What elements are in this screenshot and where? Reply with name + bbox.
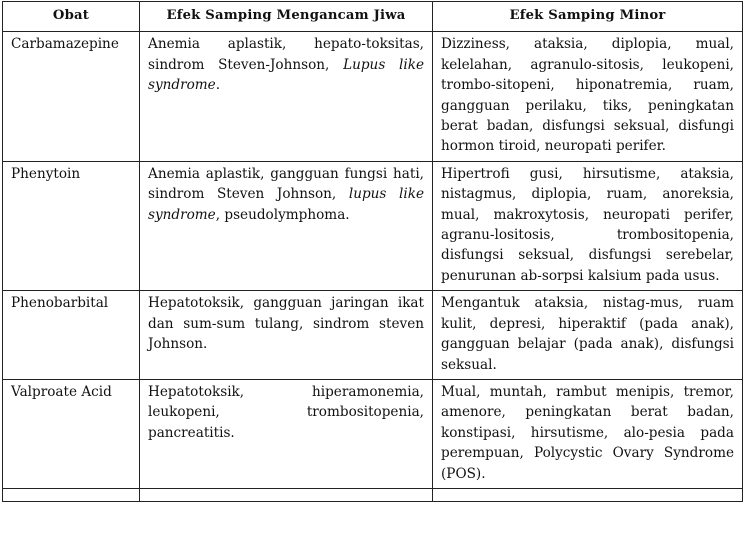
table-row-continued	[3, 488, 743, 501]
table-row	[3, 379, 743, 488]
cell-continued	[140, 488, 433, 501]
cell-mengancam-jiwa	[140, 32, 433, 161]
cell-efek-minor: Dizziness, ataksia, diplopia, mual, kelelahan, agranulo-sitosis, leukopeni, trombo-sitopeni, hiponatremia, ruam, gangguan perilaku, tiks, peningkatan berat badan, disfungsi seksual, disfungi hormon tiroid, neuropati perifer.	[433, 32, 743, 161]
mengancam-text: Hepatotoksik, hiperamonemia, leukopeni, trombositopenia, pancreatitis.	[148, 383, 424, 441]
mengancam-tail: .	[215, 77, 221, 94]
table-row	[3, 291, 743, 380]
table-row	[3, 32, 743, 161]
header-row	[3, 2, 743, 32]
table-header	[3, 2, 743, 32]
cell-continued	[433, 488, 743, 501]
cell-mengancam-jiwa	[140, 379, 433, 488]
header-efek-minor: Efek Samping Minor	[433, 2, 743, 32]
mengancam-tail: , pseudolymphoma.	[215, 206, 350, 223]
cell-continued	[3, 488, 140, 501]
cell-efek-minor: Hipertrofi gusi, hirsutisme, ataksia, nistagmus, diplopia, ruam, anoreksia, mual, makroxytosis, neuropati perifer, agranu-lositosis, trombositopenia, disfungsi seksual, disfungsi serebelar, penurunan ab-sorpsi kalsium pada usus.	[433, 161, 743, 290]
cell-mengancam-jiwa	[140, 161, 433, 290]
mengancam-text: Anemia aplastik, gangguan fungsi hati, sindrom Steven Johnson,	[148, 165, 424, 203]
header-obat: Obat	[3, 2, 140, 32]
mengancam-text: Hepatotoksik, gangguan jaringan ikat dan sum-sum tulang, sindrom steven Johnson.	[148, 295, 424, 353]
mengancam-italic: lupus like syndrome	[148, 186, 424, 223]
cell-mengancam-jiwa	[140, 291, 433, 380]
header-mengancam-jiwa: Efek Samping Mengancam Jiwa	[140, 2, 433, 32]
cell-obat: Phenobarbital	[3, 291, 140, 380]
cell-efek-minor: Mual, muntah, rambut menipis, tremor, amenore, peningkatan berat badan, konstipasi, hirsutisme, alo-pesia pada perempuan, Polycystic Ovary Syndrome (POS).	[433, 379, 743, 488]
cell-obat: Valproate Acid	[3, 379, 140, 488]
cell-efek-minor: Mengantuk ataksia, nistag-mus, ruam kulit, depresi, hiperaktif (pada anak), gangguan belajar (pada anak), disfungsi seksual.	[433, 291, 743, 380]
cell-obat: Phenytoin	[3, 161, 140, 290]
mengancam-italic: Lupus like syndrome	[148, 56, 424, 94]
side-effects-table	[2, 1, 743, 502]
mengancam-text: Anemia aplastik, hepato-toksitas, sindrom Steven-Johnson,	[148, 36, 424, 73]
table-body	[3, 32, 743, 502]
cell-obat: Carbamazepine	[3, 32, 140, 161]
table-row	[3, 161, 743, 290]
